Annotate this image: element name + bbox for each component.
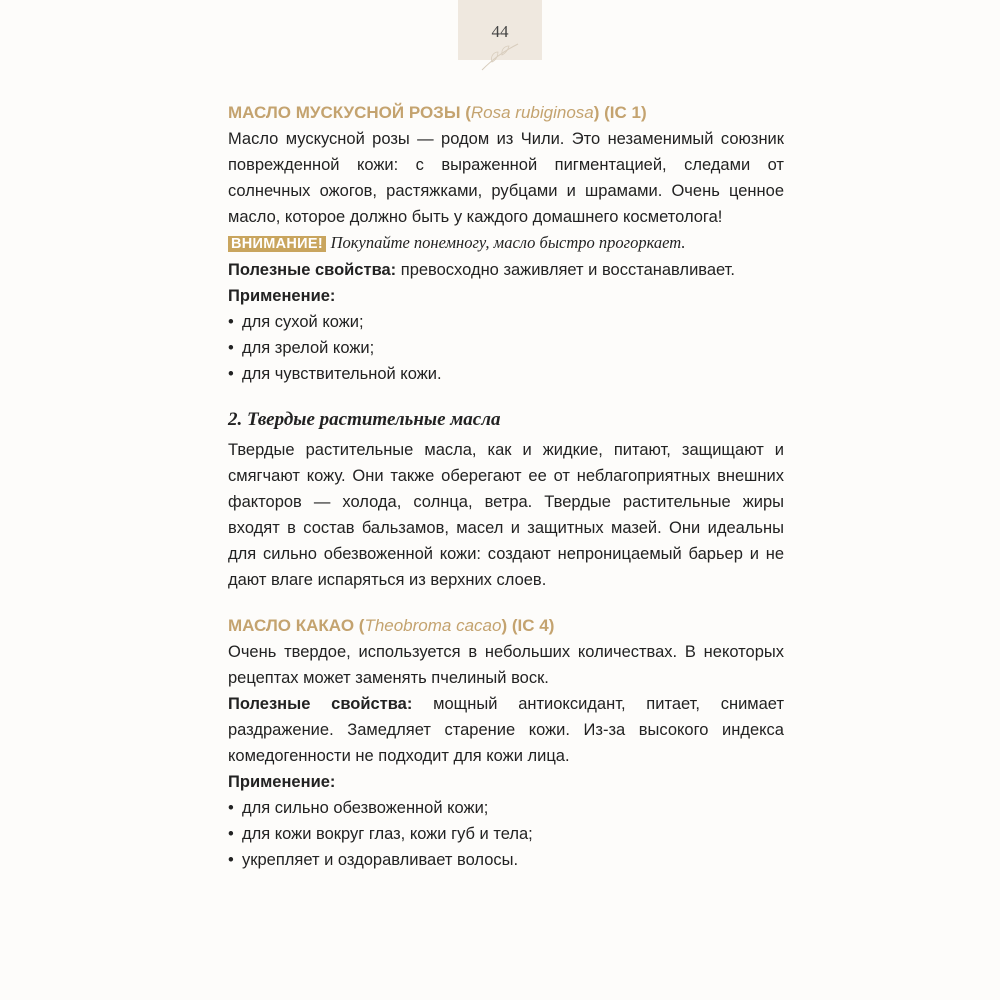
warning-text: Покупайте понемногу, масло быстро прогоркает. (330, 233, 686, 252)
cocoa-heading (228, 613, 784, 639)
warning-badge: ВНИМАНИЕ! (228, 236, 326, 252)
section-rosehip (228, 100, 784, 387)
cocoa-usage-label: Применение: (228, 773, 336, 791)
cocoa-properties-text: мощный антиоксидант, питает, снимает раздражение. Замедляет старение кожи. Из-за высокого индекса комедогенности не подходит для кожи лица. (228, 695, 784, 765)
cocoa-paragraph: Очень твердое, используется в небольших количествах. В некоторых рецептах может заменять пчелиный воск. (228, 643, 784, 687)
rosehip-warning (228, 230, 784, 257)
solid-oils-title: 2. Твердые растительные масла (228, 409, 501, 430)
section-solid-oils (228, 407, 784, 593)
rosehip-properties-label: Полезные свойства: (228, 261, 397, 279)
rosehip-properties (228, 257, 784, 283)
rosehip-usage-list (228, 309, 784, 387)
list-item: • для кожи вокруг глаз, кожи губ и тела; (228, 821, 784, 847)
solid-oils-paragraph: Твердые растительные масла, как и жидкие, питают, защищают и смягчают кожу. Они также оберегают ее от неблагоприятных внешних факторов — холода, солнца, ветра. Твердые растительные жиры входят в состав бальзамов, масел и защитных мазей. Они идеальны для сильно обезвоженной кожи: создают непроницаемый барьер и не дают влаге испаряться из верхних слоев. (228, 441, 784, 589)
section-cocoa (228, 613, 784, 873)
page-content (228, 100, 784, 873)
list-item: • для сильно обезвоженной кожи; (228, 795, 784, 821)
page-number: 44 (491, 22, 509, 41)
cocoa-heading-prefix: МАСЛО КАКАО ( (228, 616, 365, 635)
list-item: • укрепляет и оздоравливает волосы. (228, 847, 784, 873)
cocoa-usage-list (228, 795, 784, 873)
rosehip-heading-latin: Rosa rubiginosa (470, 103, 594, 122)
rosehip-paragraph: Масло мускусной розы — родом из Чили. Это незаменимый союзник поврежденной кожи: с выраженной пигментацией, следами от солнечных ожогов, растяжками, рубцами и шрамами. Очень ценное масло, которое должно быть у каждого домашнего косметолога! (228, 130, 784, 226)
cocoa-properties-label: Полезные свойства: (228, 695, 413, 713)
rosehip-heading-suffix: ) (IC 1) (593, 103, 647, 122)
rosehip-heading (228, 100, 784, 126)
list-item: • для зрелой кожи; (228, 335, 784, 361)
rosehip-properties-text: превосходно заживляет и восстанавливает. (400, 261, 735, 279)
cocoa-heading-suffix: ) (IC 4) (501, 616, 555, 635)
cocoa-properties (228, 691, 784, 769)
list-item: • для сухой кожи; (228, 309, 784, 335)
rosehip-heading-prefix: МАСЛО МУСКУСНОЙ РОЗЫ ( (228, 103, 471, 122)
cocoa-heading-latin: Theobroma cacao (364, 616, 502, 635)
rosehip-usage-label: Применение: (228, 287, 336, 305)
list-item: • для чувствительной кожи. (228, 361, 784, 387)
sprig-icon (478, 40, 522, 72)
